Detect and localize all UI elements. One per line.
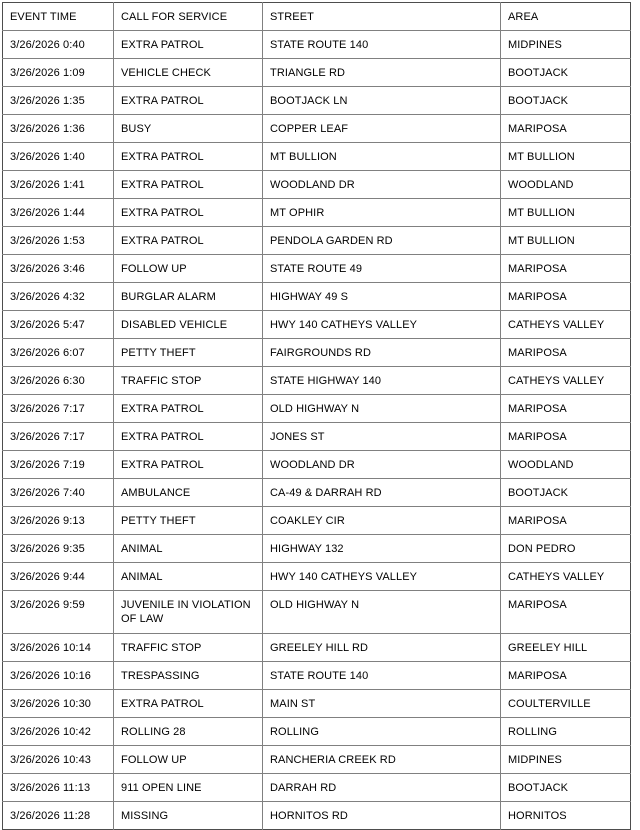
cell-street: STATE ROUTE 140 [263,662,501,690]
cell-call_for_service: EXTRA PATROL [114,227,263,255]
table-row [3,227,631,255]
column-header-call-for-service: CALL FOR SERVICE [114,3,263,31]
cell-street: STATE ROUTE 49 [263,255,501,283]
cell-event_time: 3/26/2026 10:16 [3,662,114,690]
cell-street: MT BULLION [263,143,501,171]
table-row [3,535,631,563]
cell-street: COPPER LEAF [263,115,501,143]
table-row [3,774,631,802]
cell-event_time: 3/26/2026 3:46 [3,255,114,283]
cell-area: MT BULLION [501,227,631,255]
cell-area: MIDPINES [501,746,631,774]
cell-call_for_service: JUVENILE IN VIOLATION OF LAW [114,591,263,634]
column-header-street: STREET [263,3,501,31]
cell-event_time: 3/26/2026 0:40 [3,31,114,59]
cell-street: STATE HIGHWAY 140 [263,367,501,395]
table-row [3,283,631,311]
cell-call_for_service: AMBULANCE [114,479,263,507]
table-row [3,31,631,59]
cell-street: HIGHWAY 132 [263,535,501,563]
cell-event_time: 3/26/2026 9:13 [3,507,114,535]
table-row [3,507,631,535]
cell-area: BOOTJACK [501,479,631,507]
cell-event_time: 3/26/2026 1:35 [3,87,114,115]
cell-area: MARIPOSA [501,423,631,451]
cell-event_time: 3/26/2026 1:40 [3,143,114,171]
table-row [3,718,631,746]
cell-call_for_service: TRAFFIC STOP [114,634,263,662]
cell-street: MAIN ST [263,690,501,718]
cell-street: GREELEY HILL RD [263,634,501,662]
table-row [3,339,631,367]
cell-event_time: 3/26/2026 6:07 [3,339,114,367]
cell-call_for_service: EXTRA PATROL [114,690,263,718]
cell-event_time: 3/26/2026 1:36 [3,115,114,143]
cell-street: WOODLAND DR [263,451,501,479]
cell-call_for_service: ANIMAL [114,563,263,591]
cell-call_for_service: DISABLED VEHICLE [114,311,263,339]
cell-call_for_service: EXTRA PATROL [114,451,263,479]
cell-call_for_service: FOLLOW UP [114,746,263,774]
cell-street: CA-49 & DARRAH RD [263,479,501,507]
cell-event_time: 3/26/2026 5:47 [3,311,114,339]
cell-area: MARIPOSA [501,591,631,634]
cell-area: WOODLAND [501,171,631,199]
cell-event_time: 3/26/2026 10:42 [3,718,114,746]
table-row [3,59,631,87]
table-row [3,479,631,507]
cell-call_for_service: MISSING [114,802,263,830]
cell-area: MARIPOSA [501,395,631,423]
table-row [3,171,631,199]
cell-event_time: 3/26/2026 6:30 [3,367,114,395]
table-row [3,451,631,479]
cell-call_for_service: FOLLOW UP [114,255,263,283]
table-row [3,311,631,339]
cell-area: BOOTJACK [501,774,631,802]
cell-street: WOODLAND DR [263,171,501,199]
cell-event_time: 3/26/2026 9:44 [3,563,114,591]
cell-area: MIDPINES [501,31,631,59]
cell-call_for_service: PETTY THEFT [114,339,263,367]
table-row [3,255,631,283]
cell-event_time: 3/26/2026 7:17 [3,395,114,423]
cell-area: MT BULLION [501,199,631,227]
cell-street: MT OPHIR [263,199,501,227]
cell-street: HWY 140 CATHEYS VALLEY [263,563,501,591]
cell-event_time: 3/26/2026 11:28 [3,802,114,830]
table-row [3,591,631,634]
cell-event_time: 3/26/2026 10:30 [3,690,114,718]
cell-event_time: 3/26/2026 7:17 [3,423,114,451]
cell-event_time: 3/26/2026 9:35 [3,535,114,563]
cell-street: JONES ST [263,423,501,451]
cell-area: MARIPOSA [501,255,631,283]
cell-event_time: 3/26/2026 7:40 [3,479,114,507]
cell-area: MARIPOSA [501,115,631,143]
cell-event_time: 3/26/2026 11:13 [3,774,114,802]
table-header-row [3,3,631,31]
cell-call_for_service: TRESPASSING [114,662,263,690]
table-row [3,690,631,718]
table-row [3,802,631,830]
table-row [3,634,631,662]
cell-area: MARIPOSA [501,662,631,690]
cell-area: HORNITOS [501,802,631,830]
table-row [3,143,631,171]
cell-street: TRIANGLE RD [263,59,501,87]
cell-call_for_service: BUSY [114,115,263,143]
cell-event_time: 3/26/2026 1:09 [3,59,114,87]
cell-call_for_service: EXTRA PATROL [114,199,263,227]
cell-call_for_service: ANIMAL [114,535,263,563]
cell-street: HORNITOS RD [263,802,501,830]
cell-event_time: 3/26/2026 9:59 [3,591,114,634]
cell-call_for_service: EXTRA PATROL [114,31,263,59]
table-row [3,746,631,774]
cell-call_for_service: EXTRA PATROL [114,171,263,199]
column-header-event-time: EVENT TIME [3,3,114,31]
cell-event_time: 3/26/2026 1:44 [3,199,114,227]
cell-area: MT BULLION [501,143,631,171]
cell-street: BOOTJACK LN [263,87,501,115]
cell-street: OLD HIGHWAY N [263,591,501,634]
cell-area: BOOTJACK [501,59,631,87]
table-header [3,3,631,31]
column-header-area: AREA [501,3,631,31]
cell-call_for_service: EXTRA PATROL [114,143,263,171]
cell-area: MARIPOSA [501,283,631,311]
cell-area: MARIPOSA [501,339,631,367]
cell-event_time: 3/26/2026 7:19 [3,451,114,479]
cell-call_for_service: EXTRA PATROL [114,87,263,115]
cell-area: DON PEDRO [501,535,631,563]
cell-street: STATE ROUTE 140 [263,31,501,59]
cell-area: CATHEYS VALLEY [501,563,631,591]
table-row [3,563,631,591]
cell-event_time: 3/26/2026 10:43 [3,746,114,774]
cell-area: GREELEY HILL [501,634,631,662]
cell-street: COAKLEY CIR [263,507,501,535]
table-row [3,423,631,451]
table-row [3,367,631,395]
table-row [3,115,631,143]
table-row [3,662,631,690]
cell-street: ROLLING [263,718,501,746]
cell-street: HWY 140 CATHEYS VALLEY [263,311,501,339]
cell-event_time: 3/26/2026 1:53 [3,227,114,255]
cell-call_for_service: TRAFFIC STOP [114,367,263,395]
cell-area: MARIPOSA [501,507,631,535]
cell-call_for_service: EXTRA PATROL [114,423,263,451]
cell-street: DARRAH RD [263,774,501,802]
cell-call_for_service: PETTY THEFT [114,507,263,535]
cell-call_for_service: BURGLAR ALARM [114,283,263,311]
cell-event_time: 3/26/2026 4:32 [3,283,114,311]
cell-event_time: 3/26/2026 10:14 [3,634,114,662]
cell-area: COULTERVILLE [501,690,631,718]
call-for-service-table [2,2,631,830]
cell-area: WOODLAND [501,451,631,479]
cell-call_for_service: VEHICLE CHECK [114,59,263,87]
cell-street: PENDOLA GARDEN RD [263,227,501,255]
cell-event_time: 3/26/2026 1:41 [3,171,114,199]
cell-area: BOOTJACK [501,87,631,115]
cell-street: HIGHWAY 49 S [263,283,501,311]
cell-call_for_service: ROLLING 28 [114,718,263,746]
cell-street: OLD HIGHWAY N [263,395,501,423]
cell-area: CATHEYS VALLEY [501,311,631,339]
cell-area: ROLLING [501,718,631,746]
table-row [3,87,631,115]
table-row [3,395,631,423]
cell-area: CATHEYS VALLEY [501,367,631,395]
table-row [3,199,631,227]
cell-call_for_service: 911 OPEN LINE [114,774,263,802]
cell-street: RANCHERIA CREEK RD [263,746,501,774]
table-body [3,31,631,830]
cell-street: FAIRGROUNDS RD [263,339,501,367]
cell-call_for_service: EXTRA PATROL [114,395,263,423]
